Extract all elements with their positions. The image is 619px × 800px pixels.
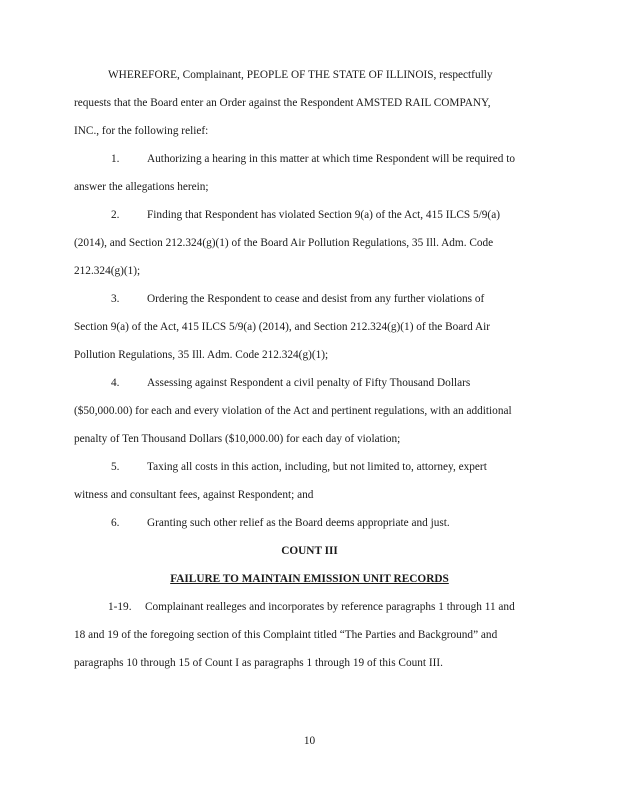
relief-4-line-3: penalty of Ten Thousand Dollars ($10,000.00) for each day of violation; — [74, 433, 401, 445]
relief-number-3: 3. — [111, 293, 120, 305]
count-paragraph-line-1: Complainant realleges and incorporates by reference paragraphs 1 through 11 and — [145, 601, 515, 613]
relief-4-line-1: Assessing against Respondent a civil penalty of Fifty Thousand Dollars — [147, 377, 471, 389]
relief-1-line-1: Authorizing a hearing in this matter at which time Respondent will be required to — [147, 153, 515, 165]
relief-2-line-2: (2014), and Section 212.324(g)(1) of the Board Air Pollution Regulations, 35 Ill. Adm. Code — [74, 237, 494, 249]
relief-number-2: 2. — [111, 209, 120, 221]
intro-line-2: requests that the Board enter an Order against the Respondent AMSTED RAIL COMPANY, — [74, 97, 491, 109]
relief-5-line-2: witness and consultant fees, against Respondent; and — [74, 489, 314, 501]
relief-number-4: 4. — [111, 377, 120, 389]
count-title: FAILURE TO MAINTAIN EMISSION UNIT RECORDS — [170, 573, 449, 585]
relief-number-1: 1. — [111, 153, 120, 165]
count-heading: COUNT III — [281, 545, 338, 557]
relief-number-5: 5. — [111, 461, 120, 473]
relief-number-6: 6. — [111, 517, 120, 529]
relief-4-line-2: ($50,000.00) for each and every violation of the Act and pertinent regulations, with an additional — [74, 405, 512, 417]
relief-3-line-1: Ordering the Respondent to cease and desist from any further violations of — [147, 293, 485, 305]
relief-2-line-3: 212.324(g)(1); — [74, 265, 141, 277]
relief-3-line-3: Pollution Regulations, 35 Ill. Adm. Code 212.324(g)(1); — [74, 349, 329, 361]
intro-line-1: WHEREFORE, Complainant, PEOPLE OF THE STATE OF ILLINOIS, respectfully — [108, 69, 493, 81]
count-paragraph-line-2: 18 and 19 of the foregoing section of this Complaint titled “The Parties and Background” and — [74, 629, 498, 641]
count-paragraph-number: 1-19. — [108, 601, 132, 613]
intro-line-3: INC., for the following relief: — [74, 125, 209, 137]
relief-6-line-1: Granting such other relief as the Board deems appropriate and just. — [147, 517, 450, 529]
relief-1-line-2: answer the allegations herein; — [74, 181, 209, 193]
count-paragraph-line-3: paragraphs 10 through 15 of Count I as paragraphs 1 through 19 of this Count III. — [74, 657, 443, 669]
relief-3-line-2: Section 9(a) of the Act, 415 ILCS 5/9(a) (2014), and Section 212.324(g)(1) of the Board Air — [74, 321, 491, 333]
page-number: 10 — [303, 735, 316, 747]
relief-2-line-1: Finding that Respondent has violated Section 9(a) of the Act, 415 ILCS 5/9(a) — [147, 209, 500, 221]
relief-5-line-1: Taxing all costs in this action, including, but not limited to, attorney, expert — [147, 461, 487, 473]
